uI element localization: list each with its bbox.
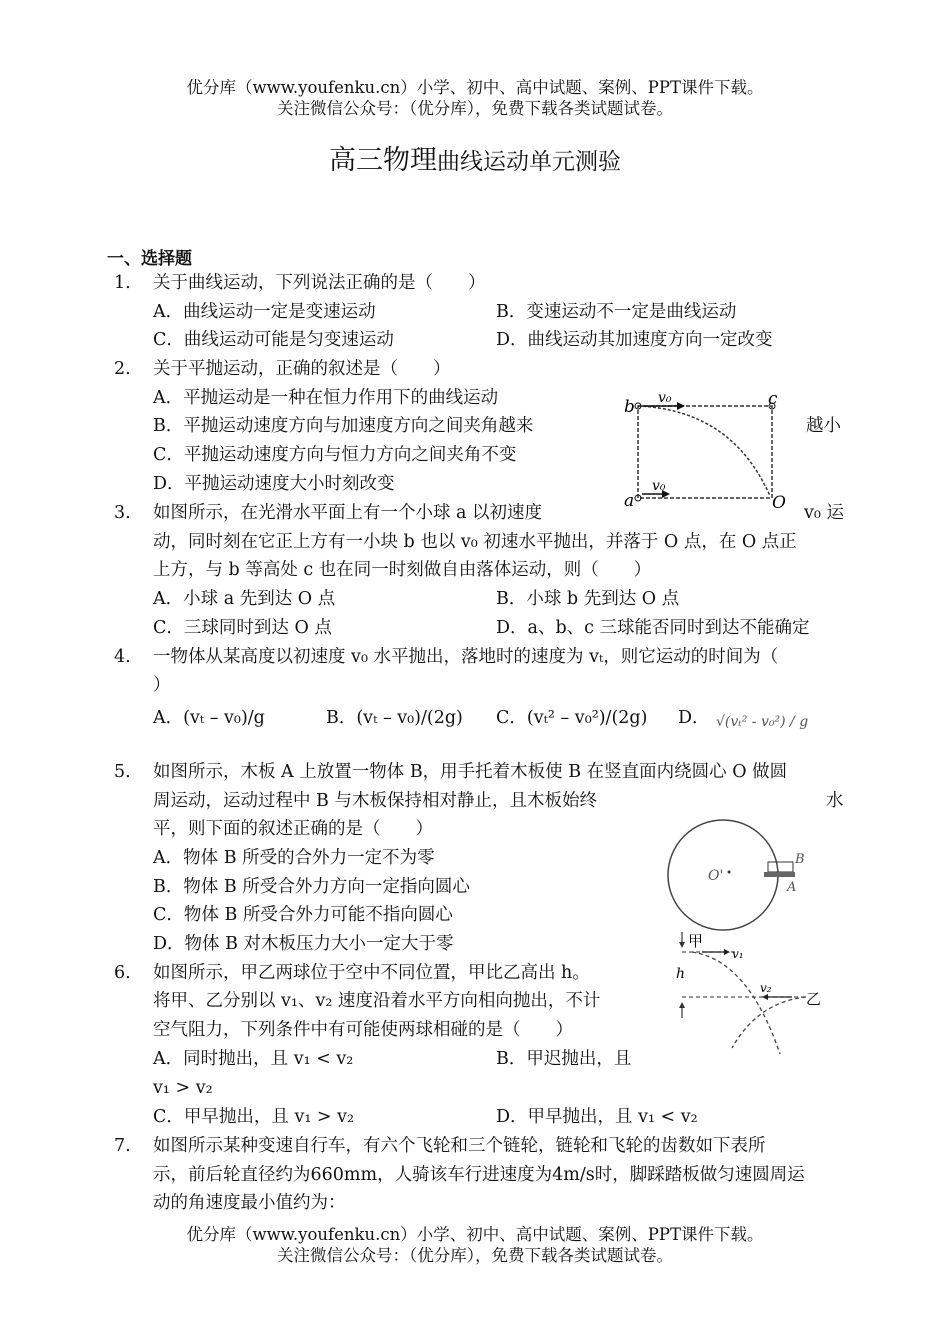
circle-figure (664, 818, 814, 934)
q6-option-a: A．同时抛出，且 v₁ < v₂ (153, 1049, 354, 1069)
q2-option-d: D．平抛运动速度大小时刻改变 (153, 474, 395, 494)
label-v2: v₂ (760, 981, 772, 995)
board-A (764, 872, 795, 877)
v1-arrowhead (724, 949, 730, 955)
label-v-bottom: v₀ (652, 478, 666, 494)
q4-option-b: B．(vₜ – v₀)/(2g) (326, 708, 463, 728)
q3-stem-1: 如图所示，在光滑水平面上有一个小球 a 以初速度 (153, 503, 543, 523)
jia-trajectory (692, 952, 780, 1054)
q2-option-b-end: 越小 (806, 416, 841, 436)
footer-line-1: 优分库（www.youfenku.cn）小学、初中、高中试题、案例、PPT课件下载。 (186, 1225, 764, 1244)
projectile-figure (622, 392, 792, 512)
q7-stem-2: 示，前后轮直径约为660mm，人骑该车行进速度为4m/s时，脚踩踏板做匀速圆周运 (153, 1165, 805, 1185)
label-A: A (787, 880, 797, 895)
q3-option-b: B．小球 b 先到达 O 点 (496, 589, 680, 609)
q6-option-b-cont: v₁ > v₂ (153, 1078, 213, 1098)
yi-up-arrowhead (679, 1002, 685, 1008)
q3-number: 3. (114, 503, 131, 523)
q6-option-b: B．甲迟抛出，且 (496, 1049, 632, 1069)
q2-stem: 关于平抛运动，正确的叙述是（ ） (153, 359, 451, 379)
footer-line-2: 关注微信公众号：（优分库），免费下载各类试题试卷。 (277, 1246, 673, 1265)
q5-number: 5. (114, 762, 131, 782)
q5-option-d: D．物体 B 对木板压力大小一定大于零 (153, 934, 454, 954)
q4-stem-2: ） (153, 675, 171, 695)
q5-option-b: B．物体 B 所受合外力方向一定指向圆心 (153, 877, 470, 897)
label-O: O (772, 493, 786, 512)
q2-option-c: C．平抛运动速度方向与恒力方向之间夹角不变 (153, 445, 517, 465)
q5-stem-2: 周运动，运动过程中 B 与木板保持相对静止，且木板始终 (153, 791, 597, 811)
label-a: a (624, 491, 635, 511)
jia-down-arrowhead (679, 942, 685, 948)
q3-stem-2: 动，同时刻在它正上方有一小块 b 也以 v₀ 初速水平抛出，并落于 O 点，在 O 点正 (153, 532, 797, 552)
label-yi: 乙 (806, 990, 822, 1008)
q1-option-a: A．曲线运动一定是变速运动 (153, 302, 376, 322)
q1-option-c: C．曲线运动可能是匀变速运动 (153, 330, 394, 350)
q6-stem-3: 空气阻力，下列条件中有可能使两球相碰的是（ ） (153, 1020, 573, 1040)
q7-stem-1: 如图所示某种变速自行车，有六个飞轮和三个链轮，链轮和飞轮的齿数如下表所 (153, 1136, 766, 1156)
q4-option-c: C．(vₜ² – v₀²)/(2g) (496, 708, 648, 728)
q5-option-c: C．物体 B 所受合外力可能不指向圆心 (153, 905, 453, 925)
center-dot (728, 871, 731, 874)
q6-stem-1: 如图所示，甲乙两球位于空中不同位置，甲比乙高出 h。 (153, 963, 590, 983)
q3-stem-3: 上方，与 b 等高处 c 也在同一时刻做自由落体运动，则（ ） (153, 560, 652, 580)
q1-option-d: D．曲线运动其加速度方向一定改变 (496, 330, 773, 350)
page-title: 高三物理曲线运动单元测验 (329, 145, 621, 176)
q1-option-b: B．变速运动不一定是曲线运动 (496, 302, 737, 322)
q2-option-a: A．平抛运动是一种在恒力作用下的曲线运动 (153, 388, 499, 408)
q4-stem-1: 一物体从某高度以初速度 v₀ 水平抛出，落地时的速度为 vₜ，则它运动的时间为（ (153, 647, 779, 667)
q3-option-d: D．a、b、c 三球能否同时到达不能确定 (496, 618, 810, 638)
arrowhead-top (677, 402, 685, 410)
q1-number: 1. (114, 273, 131, 293)
q5-stem-1: 如图所示，木板 A 上放置一物体 B，用手托着木板使 B 在竖直面内绕圆心 O 做圆 (153, 762, 788, 782)
q2-option-b: B．平抛运动速度方向与加速度方向之间夹角越来 (153, 416, 534, 436)
header-line-1: 优分库（www.youfenku.cn）小学、初中、高中试题、案例、PPT课件下载。 (186, 78, 764, 97)
label-B: B (795, 852, 805, 867)
q1-stem: 关于曲线运动，下列说法正确的是（ ） (153, 273, 486, 293)
label-O: O' (708, 868, 724, 884)
q4-option-d: D． (678, 708, 710, 728)
label-v-top: v₀ (658, 392, 672, 406)
label-h: h (676, 966, 686, 982)
label-v1: v₁ (732, 947, 744, 961)
q5-option-a: A．物体 B 所受的合外力一定不为零 (153, 848, 435, 868)
q3-stem-1-end: v₀ 运 (804, 503, 844, 523)
label-b: b (624, 397, 635, 417)
q7-stem-3: 动的角速度最小值约为： (153, 1193, 346, 1213)
q6-option-c: C．甲早抛出，且 v₁ > v₂ (153, 1107, 355, 1127)
q4-number: 4. (114, 647, 131, 667)
q3-option-c: C．三球同时到达 O 点 (153, 618, 332, 638)
two-balls-figure (668, 926, 828, 1058)
q7-number: 7. (114, 1136, 131, 1156)
label-c: c (768, 392, 778, 409)
q4-option-d-formula: √(vₜ² - v₀²) / g (716, 714, 809, 730)
q2-number: 2. (114, 359, 131, 379)
section-heading: 一、选择题 (107, 249, 192, 269)
q6-stem-2: 将甲、乙分别以 v₁、v₂ 速度沿着水平方向相向抛出，不计 (153, 991, 601, 1011)
label-jia: 甲 (688, 932, 704, 950)
block-B (768, 862, 793, 872)
yi-trajectory (732, 997, 806, 1048)
q4-option-a: A．(vₜ – v₀)/g (153, 708, 265, 728)
header-line-2: 关注微信公众号：（优分库），免费下载各类试题试卷。 (277, 99, 673, 118)
q5-stem-3: 平，则下面的叙述正确的是（ ） (153, 819, 433, 839)
q5-stem-2-end: 水 (826, 791, 844, 811)
q6-number: 6. (114, 963, 131, 983)
q6-option-d: D．甲早抛出，且 v₁ < v₂ (496, 1107, 698, 1127)
q3-option-a: A．小球 a 先到达 O 点 (153, 589, 336, 609)
